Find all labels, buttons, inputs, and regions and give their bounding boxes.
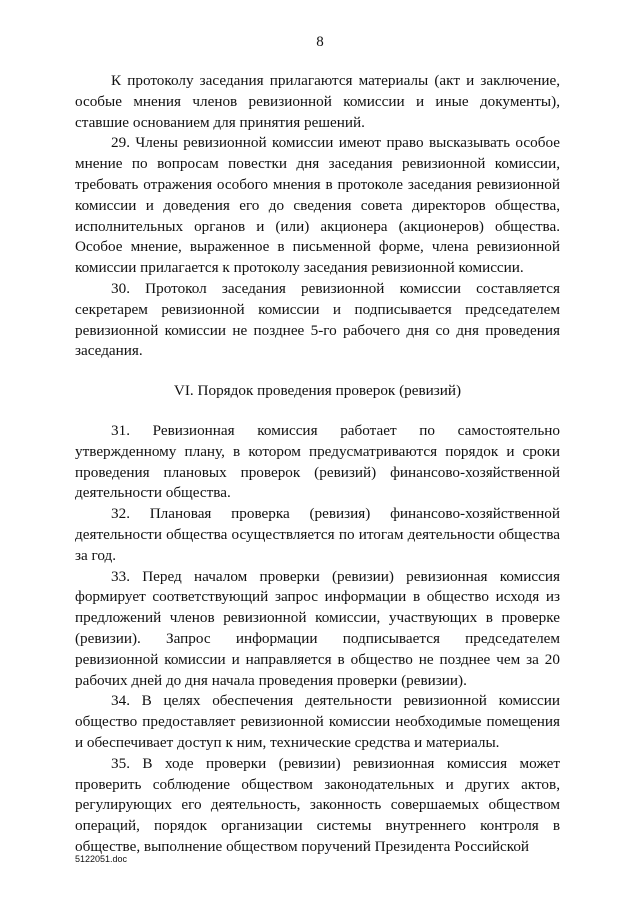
page-number: 8 (316, 34, 324, 50)
document-body (75, 71, 560, 858)
footer-document-code: 5122051.doc (75, 854, 128, 864)
paragraph-32: 32. Плановая проверка (ревизия) финансово-хозяйственной деятельности общества осуществляется по итогам деятельности общества за год. (75, 505, 560, 564)
paragraph-attachments: К протоколу заседания прилагаются материалы (акт и заключение, особые мнения членов ревизионной комиссии и иные документы), ставшие основанием для принятия решений. (75, 72, 560, 131)
paragraph-29: 29. Члены ревизионной комиссии имеют право высказывать особое мнение по вопросам повестки дня заседания ревизионной комиссии, требовать отражения особого мнения в протоколе заседания ревизионной комиссии и доведения его до сведения совета директоров общества, исполнительных органов и (или) акционера (акционеров) общества. Особое мнение, выраженное в письменной форме, члена ревизионной комиссии прилагается к протоколу заседания ревизионной комиссии. (75, 134, 560, 277)
paragraph-35: 35. В ходе проверки (ревизии) ревизионная комиссия может проверить соблюдение обществом законодательных и других актов, регулирующих его деятельность, законность совершаемых обществом операций, порядок организации системы внутреннего контроля в обществе, выполнение обществом поручений Президента Российской (75, 754, 560, 855)
paragraph-34: 34. В целях обеспечения деятельности ревизионной комиссии общество предоставляет ревизионной комиссии необходимые помещения и обеспечивает доступ к ним, технические средства и материалы. (75, 692, 560, 751)
paragraph-30: 30. Протокол заседания ревизионной комиссии составляется секретарем ревизионной комиссии и подписывается председателем ревизионной комиссии не позднее 5-го рабочего дня со дня проведения заседания. (75, 279, 560, 360)
section-heading: VI. Порядок проведения проверок (ревизий) (173, 382, 462, 400)
paragraph-33: 33. Перед началом проверки (ревизии) ревизионная комиссия формирует соответствующий запрос информации в общество исходя из предложений членов ревизионной комиссии, участвующих в проверке (ревизии). Запрос информации подписывается председателем ревизионной комиссии и направляется в общество не позднее чем за 20 рабочих дней до дня начала проведения проверки (ревизии). (75, 567, 560, 689)
paragraph-31: 31. Ревизионная комиссия работает по самостоятельно утвержденному плану, в котором предусматриваются порядок и сроки проведения плановых проверок (ревизий) финансово-хозяйственной деятельности общества. (75, 421, 560, 502)
